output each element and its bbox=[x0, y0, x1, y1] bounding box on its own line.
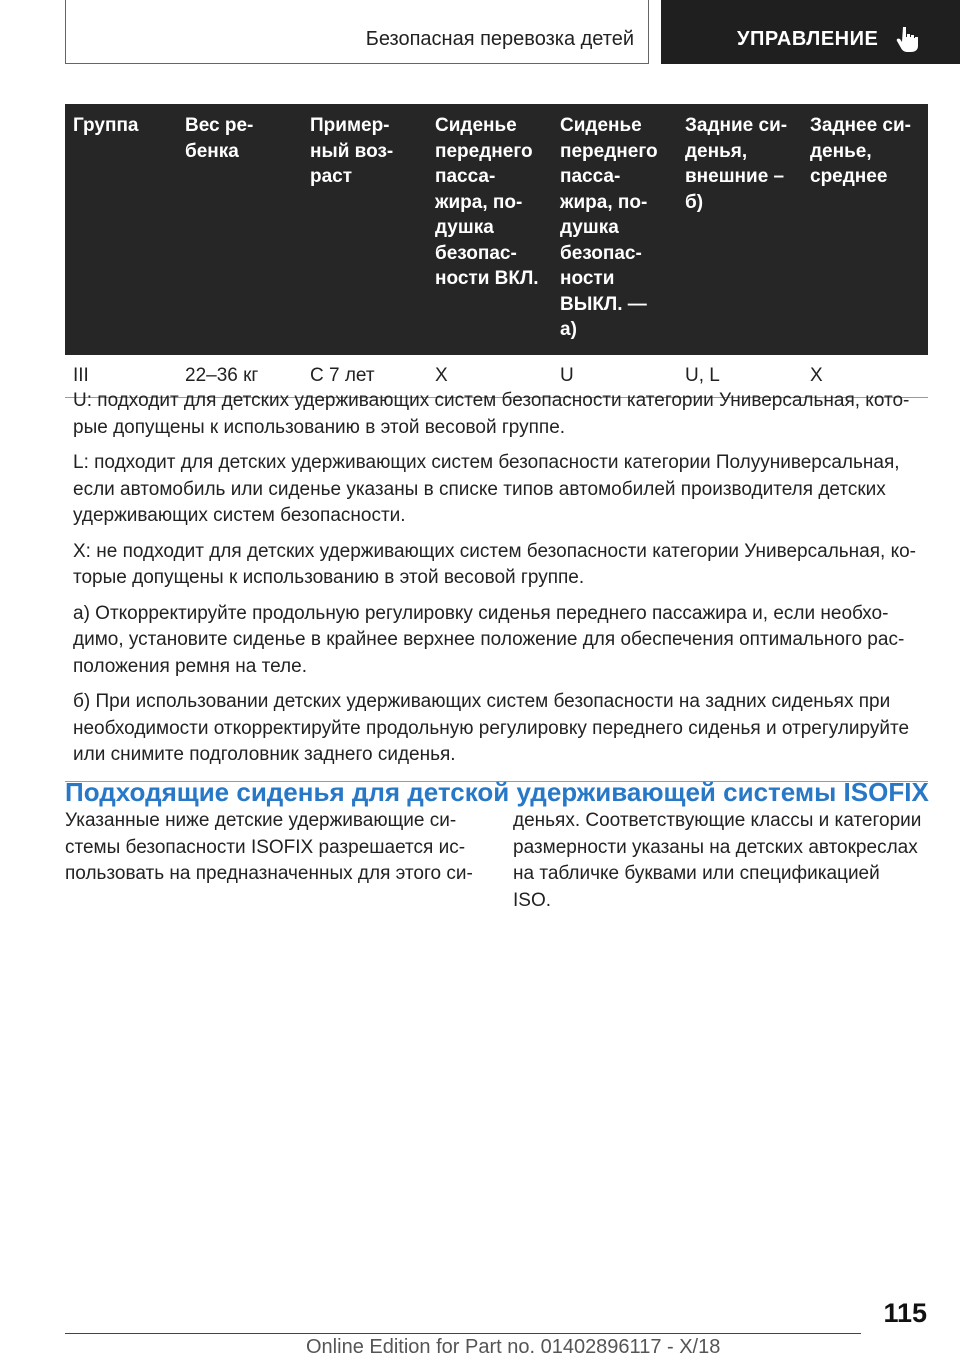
header-cell: Сиденье переднего пасса- жира, по- душка безопас- ности ВКЛ. bbox=[427, 104, 552, 355]
chapter-title: УПРАВЛЕНИЕ bbox=[737, 28, 879, 50]
table-cell: X bbox=[427, 355, 552, 398]
table-cell: 22–36 кг bbox=[177, 355, 302, 398]
header-cell: Пример- ный воз- раст bbox=[302, 104, 427, 355]
note-u: U: подходит для детских удерживающих систем безопасности категории Универсальная, кото- рые допущены к использованию в этой весовой группе. bbox=[73, 390, 910, 438]
table-notes bbox=[65, 388, 928, 782]
section-title: Безопасная перевозка детей bbox=[365, 28, 634, 50]
note-b: б) При использовании детских удерживающих систем безопасности на задних сиденьях при необходимости откорректируйте продольную регулировку переднего сиденья и отрегулируйте или снимите подголовник заднего сиденья. bbox=[73, 691, 910, 765]
table-cell: III bbox=[65, 355, 177, 398]
note-a: а) Откорректируйте продольную регулировку сиденья переднего пассажира и, если необхо- димо, установите сиденье в крайнее верхнее положение для обеспечения оптимального рас- положения ремня на теле. bbox=[73, 602, 905, 677]
section-body-column-2: деньях. Соответствующие классы и категории размерности указаны на детских автокреслах на табличке буквами или спецификацией ISO. bbox=[513, 810, 922, 911]
section-heading: Подходящие сиденья для детской удерживающей системы ISOFIX bbox=[65, 777, 929, 807]
table-cell: U, L bbox=[677, 355, 802, 398]
running-header-section bbox=[65, 0, 649, 64]
table-header-row bbox=[65, 104, 928, 355]
header-cell: Заднее си- денье, среднее bbox=[802, 104, 928, 355]
header-cell: Задние си- денья, внешние – б) bbox=[677, 104, 802, 355]
page-number: 115 bbox=[883, 1298, 927, 1328]
table-cell: С 7 лет bbox=[302, 355, 427, 398]
header-cell: Группа bbox=[65, 104, 177, 355]
group-table bbox=[65, 104, 928, 398]
header-cell: Вес ре- бенка bbox=[177, 104, 302, 355]
running-header-chapter bbox=[661, 0, 960, 64]
note-x: X: не подходит для детских удерживающих систем безопасности категории Универсальная, ко- торые допущены к использованию в этой весовой группе. bbox=[73, 540, 917, 588]
edition-footer: Online Edition for Part no. 01402896117 - X/18 bbox=[306, 1336, 721, 1358]
footer-divider bbox=[65, 1333, 861, 1334]
table-cell: U bbox=[552, 355, 677, 398]
hand-pointer-icon bbox=[893, 24, 923, 54]
table-cell: X bbox=[802, 355, 928, 398]
section-body-column-1: Указанные ниже детские удерживающие си- стемы безопасности ISOFIX разрешается ис- пользовать на предназначенных для этого си- bbox=[65, 810, 473, 884]
header-cell: Сиденье переднего пасса- жира, по- душка безопас- ности ВЫКЛ. — а) bbox=[552, 104, 677, 355]
note-l: L: подходит для детских удерживающих систем безопасности категории Полууниверсальная, если автомобиль или сиденье указаны в списке типов автомобилей производителя детских удерживающих систем безопасности. bbox=[73, 452, 900, 526]
